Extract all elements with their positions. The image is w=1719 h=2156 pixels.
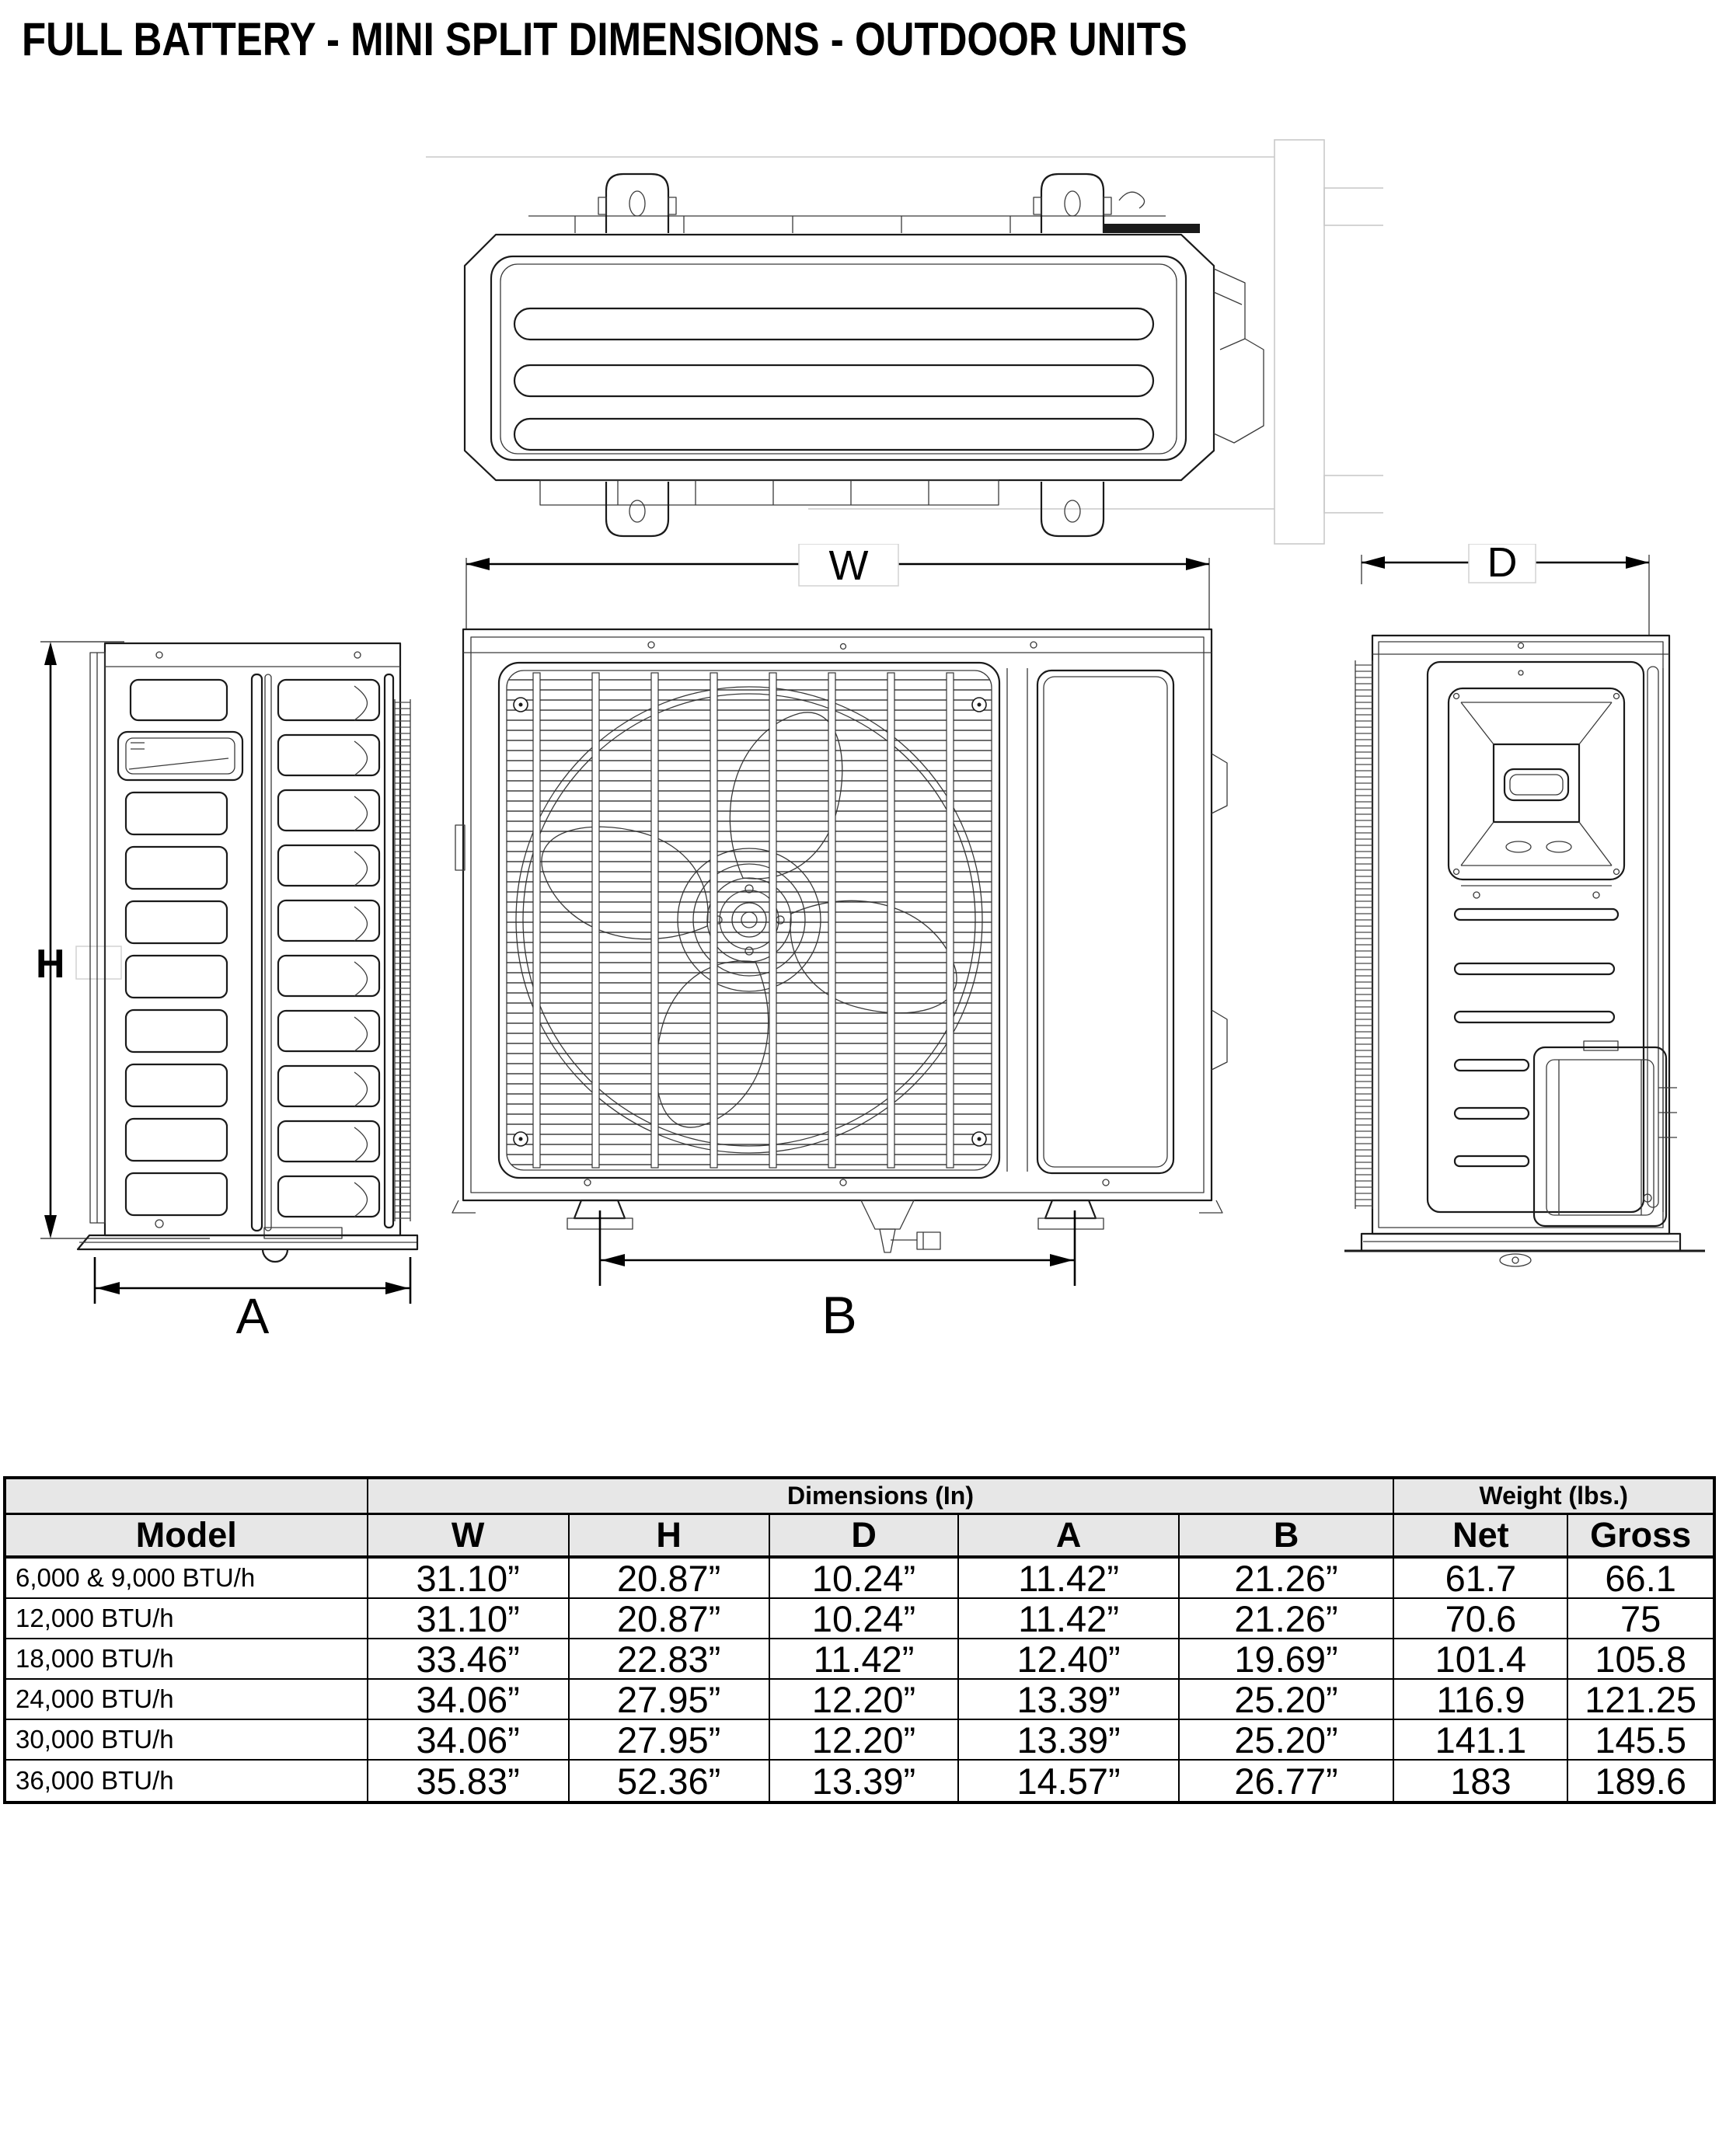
a-dim-label: A (235, 1288, 270, 1336)
cell-b: 19.69” (1180, 1639, 1395, 1680)
cell-net: 116.9 (1394, 1680, 1568, 1720)
front-view-drawing (451, 544, 1251, 1344)
d-dim-label: D (1487, 544, 1518, 586)
cell-model: 24,000 BTU/h (6, 1680, 368, 1720)
handle-slot (1505, 769, 1568, 800)
cell-a: 14.57” (959, 1761, 1179, 1801)
cell-net: 101.4 (1394, 1639, 1568, 1680)
top-view-svg (420, 117, 1383, 552)
side-view-left-svg (31, 606, 420, 1336)
cell-model: 18,000 BTU/h (6, 1639, 368, 1680)
side-view-right-svg (1338, 544, 1711, 1336)
cell-a: 11.42” (959, 1559, 1179, 1599)
cell-model: 30,000 BTU/h (6, 1720, 368, 1761)
top-view-drawing (420, 117, 1383, 552)
dimension-b (600, 1210, 1075, 1344)
cell-d: 12.20” (770, 1680, 960, 1720)
cell-b: 25.20” (1180, 1720, 1395, 1761)
handle-recess (118, 732, 242, 780)
cell-h: 27.95” (570, 1680, 770, 1720)
cell-d: 13.39” (770, 1761, 960, 1801)
h-dim-label: H (36, 942, 65, 987)
header-group-model-blank (6, 1479, 368, 1515)
cell-w: 31.10” (368, 1559, 570, 1599)
b-dim-label: B (821, 1286, 857, 1344)
cell-b: 21.26” (1180, 1599, 1395, 1639)
cell-net: 70.6 (1394, 1599, 1568, 1639)
cell-d: 10.24” (770, 1559, 960, 1599)
cell-model: 12,000 BTU/h (6, 1599, 368, 1639)
cell-h: 22.83” (570, 1639, 770, 1680)
cell-a: 13.39” (959, 1680, 1179, 1720)
cell-model: 36,000 BTU/h (6, 1761, 368, 1801)
header-h: H (570, 1515, 770, 1559)
side-right-base (1344, 1234, 1705, 1266)
header-d: D (770, 1515, 960, 1559)
cell-gross: 189.6 (1595, 1761, 1686, 1801)
dimensions-table (3, 1476, 1716, 1804)
side-left-base (78, 1220, 417, 1262)
cell-w: 34.06” (368, 1720, 570, 1761)
front-view-svg (451, 544, 1251, 1344)
side-right-coil-fins (1355, 660, 1372, 1209)
dimension-d (1362, 544, 1649, 636)
w-dim-label: W (828, 544, 869, 589)
side-left-louvers (278, 680, 379, 1217)
cell-w: 34.06” (368, 1680, 570, 1720)
cell-w: 31.10” (368, 1599, 570, 1639)
cell-h: 52.36” (570, 1761, 770, 1801)
header-w: W (368, 1515, 570, 1559)
side-left-center-rails (252, 674, 271, 1231)
cell-a: 12.40” (959, 1639, 1179, 1680)
cell-gross: 121.25 (1568, 1680, 1713, 1720)
top-slot-2 (514, 365, 1153, 396)
dimension-w (466, 544, 1209, 629)
top-side-bracket (1214, 269, 1264, 443)
side-view-right-drawing (1338, 544, 1711, 1336)
fan-grille (499, 663, 999, 1178)
top-mount-brackets (598, 174, 1111, 233)
side-left-coil-fins (385, 674, 410, 1228)
header-gross: Gross (1568, 1515, 1713, 1559)
cell-net: 61.7 (1394, 1559, 1568, 1599)
cell-w: 35.83” (368, 1761, 570, 1801)
cell-b: 21.26” (1180, 1559, 1395, 1599)
cell-model: 6,000 & 9,000 BTU/h (6, 1559, 368, 1599)
cell-b: 26.77” (1180, 1761, 1395, 1801)
top-dark-bar (1104, 224, 1200, 233)
cell-gross: 105.8 (1568, 1639, 1713, 1680)
cell-net: 183 (1394, 1761, 1568, 1801)
cell-h: 20.87” (570, 1559, 770, 1599)
cell-w: 33.46” (368, 1639, 570, 1680)
cell-h: 27.95” (570, 1720, 770, 1761)
cell-a: 11.42” (959, 1599, 1179, 1639)
front-feet (452, 1200, 1222, 1252)
dimension-a (95, 1257, 410, 1336)
cell-gross: 66.1 (1568, 1559, 1713, 1599)
side-right-handle-recess (1449, 688, 1624, 898)
top-view-body (465, 192, 1214, 480)
h-label-box (76, 946, 121, 979)
cell-a: 13.39” (959, 1720, 1179, 1761)
header-group-dimensions: Dimensions (In) (368, 1479, 1395, 1515)
header-model: Model (6, 1515, 368, 1559)
drain-fitting (861, 1200, 940, 1252)
cell-gross: 145.5 (1568, 1720, 1713, 1761)
header-a: A (959, 1515, 1179, 1559)
sheet-frame-lines (426, 140, 1383, 544)
cell-b: 25.20” (1180, 1680, 1395, 1720)
cell-d: 12.20” (770, 1720, 960, 1761)
cell-d: 11.42” (770, 1639, 960, 1680)
side-left-slots (118, 680, 242, 1215)
side-view-left-drawing (31, 606, 420, 1336)
top-bottom-brackets (540, 480, 1104, 536)
top-slot-3 (514, 419, 1153, 450)
cell-d: 10.24” (770, 1599, 960, 1639)
cell-h: 20.87” (570, 1599, 770, 1639)
cell-net: 141.1 (1394, 1720, 1568, 1761)
header-b: B (1180, 1515, 1395, 1559)
side-right-slots (1455, 909, 1618, 1166)
top-slot-1 (514, 308, 1153, 340)
header-net: Net (1394, 1515, 1568, 1559)
page-title: FULL BATTERY - MINI SPLIT DIMENSIONS - OUTDOOR UNITS (22, 13, 1187, 65)
header-group-weight: Weight (lbs.) (1394, 1479, 1713, 1515)
valve-cover-box (1534, 1041, 1677, 1226)
cell-gross: 75 (1568, 1599, 1713, 1639)
